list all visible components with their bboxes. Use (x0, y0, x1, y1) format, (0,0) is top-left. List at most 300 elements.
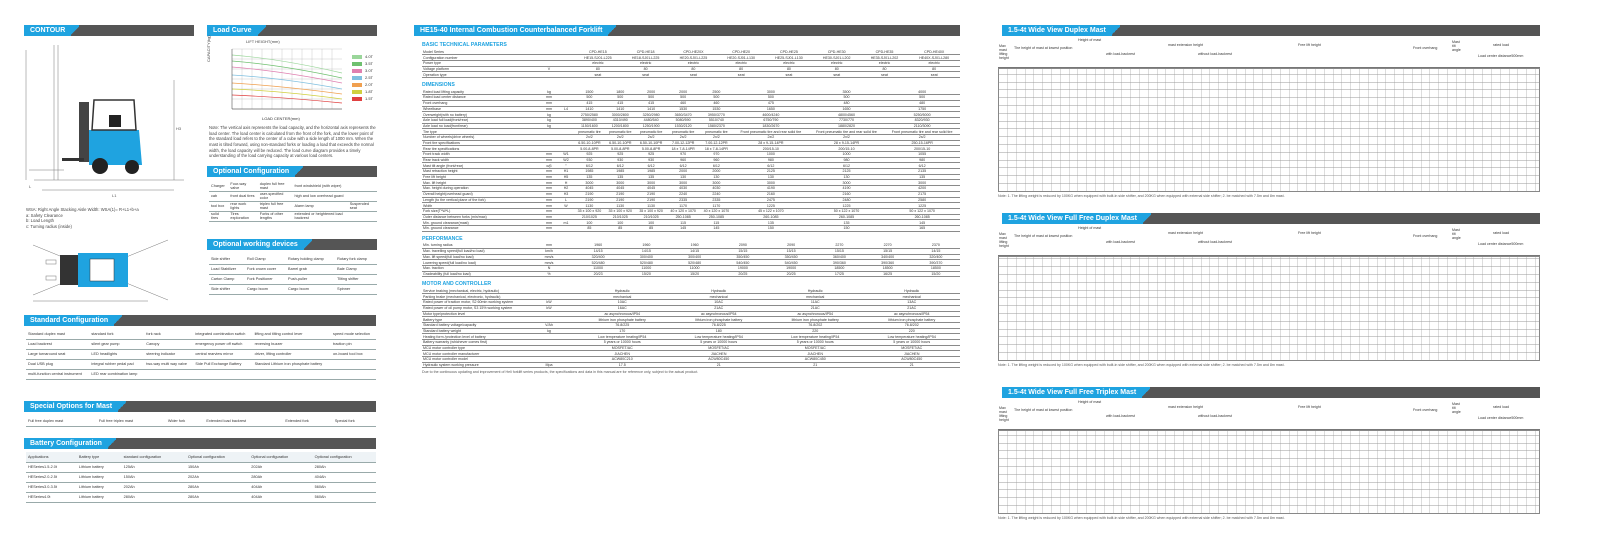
cell: 1170 (667, 203, 700, 209)
cell: LED rear combination lamp (89, 369, 144, 379)
col-max-lift: Max mast lifting height (999, 232, 1009, 248)
cell: 1410 (605, 106, 636, 112)
spec-sheet (422, 38, 960, 374)
cell: standard configuration (122, 452, 186, 462)
cell: 130 (667, 174, 700, 180)
optional-devices-title: Optional working devices (207, 239, 304, 250)
load-curve-header (207, 25, 377, 36)
cell: kg (540, 123, 558, 129)
cell: 960 (667, 157, 700, 163)
cell: CPD-HE40X (908, 49, 960, 55)
cell: 20/23 (574, 271, 622, 277)
cell: H5 (558, 174, 574, 180)
col-with: with load-backrest (1106, 414, 1135, 418)
cell: 300/400 (622, 254, 670, 260)
optional-devices-header (207, 239, 377, 250)
cell: Overweight(with no battery) (422, 112, 540, 118)
cell: 18500 (912, 265, 960, 271)
cell: 80 (813, 66, 861, 72)
cell: Rotary holding clamp (286, 254, 335, 264)
cell: 2160 (733, 191, 809, 197)
cell: lifting and tilting control lever (253, 329, 331, 339)
cell: mm (540, 243, 558, 249)
cell: Forks of other lengths (258, 211, 293, 221)
spec-footnote: Due to the continuous updating and improvement of Heli forklift series products, the specifications and data in this manual are for reference only, subject to the actual product. (422, 370, 699, 375)
cell: mm (540, 191, 558, 197)
cell: Max. travelling speed(full load/no load) (422, 248, 540, 254)
cell: 3000 (605, 180, 636, 186)
cell: 200/15-10 (884, 146, 960, 152)
mast2-table (998, 226, 1540, 367)
col-center: Load center distance500mm (1478, 242, 1524, 246)
contour-notes (26, 207, 206, 230)
mast1-title: 1.5-4t Wide View Duplex Mast (1002, 25, 1112, 36)
cell: 4800/4560 (809, 112, 885, 118)
cell: 80 (908, 66, 960, 72)
cell: 50 x 122 x 1070 (884, 208, 960, 214)
cell: 7730/770 (809, 117, 885, 123)
table-row (26, 359, 376, 369)
cell: Lithium battery (77, 482, 122, 492)
cell: 2125 (809, 169, 885, 175)
cell: MOSFET/AC (864, 345, 961, 351)
cell: Min. ground clearance (422, 225, 540, 231)
cell: 500 (884, 95, 960, 101)
cell: Cargo boom (286, 284, 335, 294)
cell: Max. lift speed(full load/no load) (422, 254, 540, 260)
cell: Rear track width (422, 157, 540, 163)
cell: Configuration number (422, 55, 540, 61)
table-row (26, 349, 376, 359)
cell: 2270 (815, 243, 863, 249)
cell: seat (861, 72, 909, 78)
cell: 80 (717, 66, 765, 72)
col-free: Free lift height (1298, 43, 1321, 47)
col-overhang: Front overhang (1413, 234, 1438, 238)
cell: ACW80C450 (864, 357, 961, 363)
cell: 2475 (733, 197, 809, 203)
cell: Barrel grab (286, 264, 335, 274)
cell: 220 (864, 328, 961, 334)
cell: Rated load lifting capacity (422, 89, 540, 95)
table-row (26, 416, 376, 426)
cell: 4000 (884, 89, 960, 95)
cell: 6.50-10-10PR (574, 140, 605, 146)
cell: JIACHEN (671, 351, 768, 357)
cell: MCU motor controller type (422, 345, 540, 351)
cell: extended or heightened load backrest (293, 211, 348, 221)
cell: HE18-SJ01-L225 (622, 55, 670, 61)
cell: 6/12 (700, 163, 733, 169)
cell: H (558, 180, 574, 186)
cell: seat (670, 72, 718, 78)
cell (558, 225, 574, 231)
cell: Lithium battery (77, 462, 122, 472)
cell: 260-1085 (809, 214, 885, 220)
cell: pneumatic tire (667, 129, 700, 135)
dimensions-table (422, 89, 960, 232)
cell: 100 (636, 220, 667, 226)
cell: Extended load backrest (204, 416, 283, 426)
cell: standard fork (89, 329, 144, 339)
cell: Mpa (540, 362, 558, 368)
cell: seat (765, 72, 813, 78)
cell: 210/1025 (574, 214, 605, 220)
cell: 18 x 7-8-14PR (700, 146, 733, 152)
cell: Mast retraction height (422, 169, 540, 175)
cell: 1225 (733, 203, 809, 209)
table-header-row (26, 452, 376, 462)
cell: HE35-SJ01-L202 (861, 55, 909, 61)
cell: 130 (733, 174, 809, 180)
cell: Front overhang (422, 100, 540, 106)
cell: 2000 (667, 89, 700, 95)
cell: 980 (733, 157, 809, 163)
cell: 250-1085 (700, 214, 733, 220)
cell: mechanical (864, 294, 961, 300)
cell: 460 (700, 100, 733, 106)
cell: HE25-SJ01-L130 (765, 55, 813, 61)
cell: 1225 (884, 203, 960, 209)
cell: 16AC (574, 305, 671, 311)
col-with: with load-backrest (1106, 52, 1135, 56)
cell: 210/1025 (636, 214, 667, 220)
cell: 16/25 (864, 271, 912, 277)
cell: mm (540, 214, 558, 220)
legend-label: 1.8T (365, 89, 374, 94)
table-row (26, 492, 376, 502)
cell: Optional configuration (313, 452, 376, 462)
cell: 3000 (700, 180, 733, 186)
cell: pneumatic tire (605, 129, 636, 135)
cell: seat (574, 72, 622, 78)
cell: 145 (884, 220, 960, 226)
cell: 2335 (700, 197, 733, 203)
svg-text:H3: H3 (176, 126, 182, 131)
optional-config-title: Optional Configuration (207, 166, 295, 177)
mast-header-row (998, 400, 1540, 430)
cell: 6750/790 (733, 117, 809, 123)
table-row (26, 339, 376, 349)
cell: 2190 (605, 197, 636, 203)
cell: 6.50-10-10PR (605, 140, 636, 146)
cell: 2240 (667, 191, 700, 197)
cell: Front pneumatic tire and rear solid tire (884, 129, 960, 135)
cell: 2x/2 (605, 134, 636, 140)
cell: mechanical (767, 294, 864, 300)
cell: 85 (574, 225, 605, 231)
cell: reversing buzzer (253, 339, 331, 349)
cell: Hydraulic (671, 288, 768, 294)
cell: 28 x 9-15-14PR (733, 140, 809, 146)
cell: Min. turning radius (422, 243, 540, 249)
cell: Max. lift height (422, 180, 540, 186)
cell: 2750/2580 (574, 112, 605, 118)
col-tilt: Mast tilt angle (1452, 402, 1461, 414)
cell: 415 (636, 100, 667, 106)
cell: α/β (540, 163, 558, 169)
cell: 5510/740 (700, 117, 733, 123)
cell: 80 (622, 66, 670, 72)
cell: 2x/2 (884, 134, 960, 140)
cell: 5 years or 10000 hours (767, 339, 864, 345)
cell: Tires exploration (228, 211, 257, 221)
mast3-title: 1.5-4t Wide View Full Free Triplex Mast (1002, 387, 1142, 398)
cell: Load backrest (26, 339, 89, 349)
cell: lithium iron phosphate battery (864, 317, 961, 323)
cell: 4600/4240 (733, 112, 809, 118)
cell: 2270 (864, 243, 912, 249)
cell: 6/12 (574, 163, 605, 169)
cell: 2x/2 (636, 134, 667, 140)
cell: HE40X-SJ01-L280 (908, 55, 960, 61)
cell: lithium iron phosphate battery (574, 317, 671, 323)
col-tilt: Mast tilt angle (1452, 40, 1461, 52)
cell: Wheelbase (422, 106, 540, 112)
cell: 21AC (864, 305, 961, 311)
performance-table (422, 243, 960, 278)
svg-text:L: L (29, 184, 32, 189)
legend-label: 2.5T (365, 75, 374, 80)
cell: 210/1025 (605, 214, 636, 220)
cell: 80 (670, 66, 718, 72)
cell: 2190 (574, 191, 605, 197)
cell: integral rubber pedal pad (89, 359, 144, 369)
cell: 4030 (667, 186, 700, 192)
mast-data-grid (998, 430, 1540, 514)
cell: lithium iron phosphate battery (767, 317, 864, 323)
cell: Load Stabilizer (209, 264, 245, 274)
cell: 1225 (809, 203, 885, 209)
cell: MCU motor controller model (422, 357, 540, 363)
cell: 1960 (671, 243, 719, 249)
cell: 15/20 (912, 271, 960, 277)
cell: ac asynchronous/IP54 (574, 311, 671, 317)
cell: 500 (574, 95, 605, 101)
cell: Lithium battery (77, 492, 122, 502)
cell: HE15-SJ01-L225 (574, 55, 622, 61)
cell: 2090 (719, 243, 767, 249)
cell: HE20-SJ01-L225 (670, 55, 718, 61)
cell: 2190 (636, 197, 667, 203)
cell: JIACHEN (767, 351, 864, 357)
cell: driver, lifting controller (253, 349, 331, 359)
cell: CPD-HE25 (765, 49, 813, 55)
cell: Applications (26, 452, 77, 462)
cell: 4045 (605, 186, 636, 192)
cell: 4190 (733, 186, 809, 192)
cell: 280Ah (186, 492, 249, 502)
cell: Axle load full load(front/rear) (422, 117, 540, 123)
cell: 13AC (864, 300, 961, 306)
cell: Standard Lithium iron phosphate battery (253, 359, 331, 369)
cell: 2110/3090 (884, 123, 960, 129)
cell: 390/360 (864, 260, 912, 266)
cell: 1200/1800 (605, 123, 636, 129)
col-center: Load center distance500mm (1478, 416, 1524, 420)
cell: duplex full free mast (258, 181, 293, 191)
table-row (422, 225, 960, 231)
cell: pneumatic tire (700, 129, 733, 135)
cell: Length (to the vertical plane of the fork) (422, 197, 540, 203)
cell: Low temperature heating/IP54 (767, 334, 864, 340)
lift-height-label: LIFT HEIGHT(mm) (246, 39, 280, 44)
cell: 475 (733, 100, 809, 106)
cell: traction pin (331, 339, 376, 349)
cell: 3000/2800 (605, 112, 636, 118)
cell: Mast tilt angle (front/rear) (422, 163, 540, 169)
cell: MOSFET/AC (574, 345, 671, 351)
legend-label: 3.0T (365, 68, 374, 73)
cell: Hydraulic system working pressure (422, 362, 540, 368)
col-ext: mast extension height (1168, 231, 1203, 235)
cell: 4030 (700, 186, 733, 192)
cell: CPD-HE20 (717, 49, 765, 55)
capacity-label: CAPACITY(kg) (206, 35, 211, 62)
cell: 960 (700, 157, 733, 163)
cell (558, 271, 574, 277)
cell: 2x/2 (700, 134, 733, 140)
cell: Cargo boom (245, 284, 286, 294)
cell: steering indicator (144, 349, 193, 359)
cell: 76.8/225 (574, 322, 671, 328)
cell: electric (813, 60, 861, 66)
cell: 35 x 100 x 920 (636, 208, 667, 214)
cell: mm (540, 106, 558, 112)
mast1-note: Note: 1. The lifting weight is reduced by 100KG when equipped with built-in side shifter, and 200KG when equipped with external side shifter; 2. be matched with 7.5m and 8m mast. (998, 194, 1285, 198)
cell: Optional configuration (249, 452, 312, 462)
cell: solid tires (209, 211, 228, 221)
cell: 2160 (809, 191, 885, 197)
cell: 14/15 (622, 248, 670, 254)
cell: kg (540, 328, 558, 334)
cell: 980 (809, 157, 885, 163)
cell: L (558, 197, 574, 203)
cell: 170 (574, 328, 671, 334)
cell: Battery type (422, 317, 540, 323)
cell: mm (540, 186, 558, 192)
cell: 350/450 (719, 254, 767, 260)
cell: Fork Positioner (245, 274, 286, 284)
cell: Extended fork (283, 416, 333, 426)
cell: 19000 (767, 265, 815, 271)
cell: Max. traction (422, 265, 540, 271)
cell: 5250/5000 (884, 112, 960, 118)
cell: 3650/3470 (667, 112, 700, 118)
col-rated: rated load (1493, 405, 1509, 409)
cell: 4480/540 (636, 117, 667, 123)
cell: 250-15-16PR (884, 140, 960, 146)
cell: seat (717, 72, 765, 78)
cell: mm (540, 152, 558, 158)
cell: 1000 (809, 152, 885, 158)
cell: 500 (700, 95, 733, 101)
cell: JIACHEN (864, 351, 961, 357)
forklift-top-drawing (28, 235, 178, 307)
cell: H3 (558, 191, 574, 197)
cell: 970 (667, 152, 700, 158)
cell: Power type (422, 60, 540, 66)
cell: 6/12 (884, 163, 960, 169)
cell: Battery warranty (whichever comes first) (422, 339, 540, 345)
cell: 1530 (667, 106, 700, 112)
cell: 350/450 (767, 254, 815, 260)
cell: 21 (864, 362, 961, 368)
cell: 925 (605, 152, 636, 158)
cell: kg (540, 89, 558, 95)
cell: Fork size(T*W*L) (422, 208, 540, 214)
cell: Tilting shifter (335, 274, 377, 284)
cell: 18500 (864, 265, 912, 271)
cell: 130 (700, 174, 733, 180)
cell: CPD-HE15 (574, 49, 622, 55)
cell: 100 (605, 220, 636, 226)
cell: Heating form /protection level of battery (422, 334, 540, 340)
cell: 180 (671, 328, 768, 334)
cell: 200/15-10 (733, 146, 809, 152)
cell: Push-puller (286, 274, 335, 284)
cell: 10AC (574, 300, 671, 306)
cell: 40 x 120 x 1070 (700, 208, 733, 214)
cell: 17/25 (815, 271, 863, 277)
cell: 520/480 (671, 260, 719, 266)
cell: 1530 (700, 106, 733, 112)
cell: ac asynchronous/IP54 (864, 311, 961, 317)
cell: 11000 (671, 265, 719, 271)
cell: on-board tool box (331, 349, 376, 359)
cell: ACW80C210 (574, 357, 671, 363)
cell: Four-way valve (228, 181, 257, 191)
table-row (422, 362, 960, 368)
cell: 85 (605, 225, 636, 231)
cell: mm (540, 169, 558, 175)
cell: 150 (809, 225, 885, 231)
cell: seat (908, 72, 960, 78)
cell: electric (670, 60, 718, 66)
cell: 150 (733, 225, 809, 231)
cell: 2x/2 (733, 134, 809, 140)
cell: 2370 (912, 243, 960, 249)
cell: CPD-HE35 (861, 49, 909, 55)
battery-header (24, 438, 376, 449)
cell: 1650 (733, 106, 809, 112)
cell: mm (540, 225, 558, 231)
cell: 1800 (605, 89, 636, 95)
cell: 2x/2 (809, 134, 885, 140)
cell: 1170 (700, 203, 733, 209)
forklift-side-drawing (24, 40, 199, 200)
cell: 2135 (884, 169, 960, 175)
cell: 14/15 (912, 248, 960, 254)
cell: 2000 (700, 169, 733, 175)
cell: 165 (884, 225, 960, 231)
cell: W2 (558, 157, 574, 163)
cell: 115 (667, 220, 700, 226)
col-free: Free lift height (1298, 231, 1321, 235)
cell: 14/15 (671, 248, 719, 254)
cell: 4045 (574, 186, 605, 192)
cell: 320/400 (574, 254, 622, 260)
basic-table (422, 49, 960, 78)
mast3-table (998, 400, 1540, 520)
cell: CPD-HE30 (813, 49, 861, 55)
col-with: with load-backrest (1106, 240, 1135, 244)
cell: 3000 (733, 180, 809, 186)
note-b: b: Load Length (26, 218, 54, 224)
cell: central rearview mirror (193, 349, 252, 359)
note-wsa: WSA: Right Angle Stacking Aisle Width: WSA(1)= R+L1+b+a (26, 207, 139, 212)
cell: 540/450 (767, 260, 815, 266)
